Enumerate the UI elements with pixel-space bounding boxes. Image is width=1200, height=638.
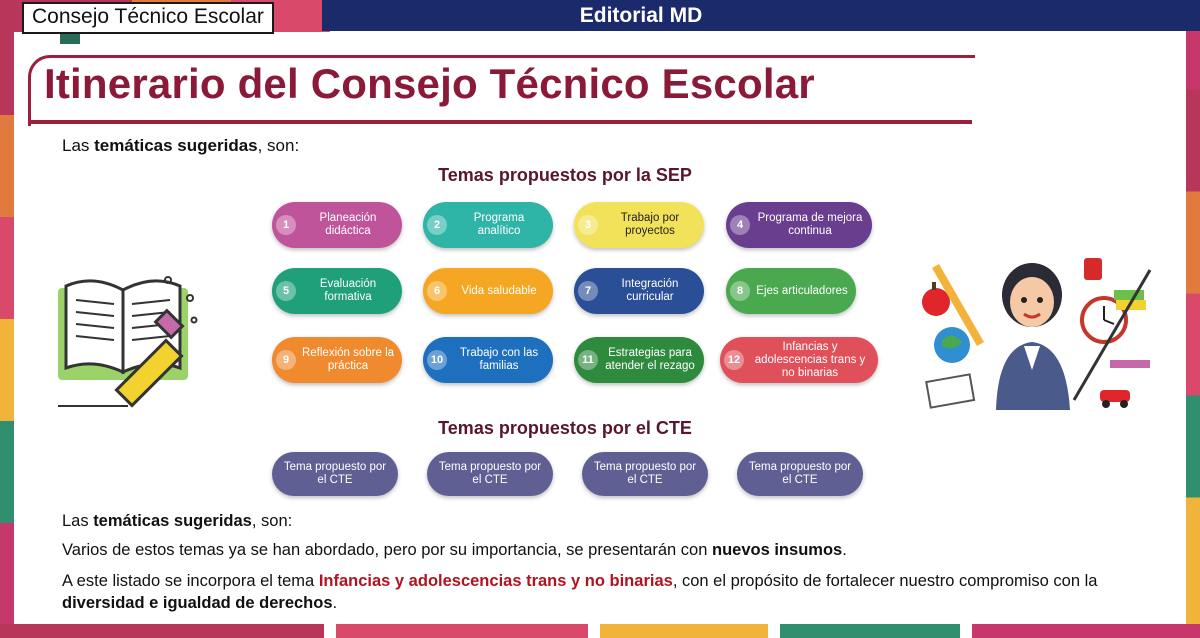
- cte-topic-4: [737, 452, 863, 496]
- title-underline: [28, 120, 972, 124]
- topic-number: 8: [730, 281, 750, 301]
- topic-number: 9: [276, 350, 296, 370]
- topic-number: 7: [578, 281, 598, 301]
- intro-text: Las temáticas sugeridas, son:: [62, 136, 300, 155]
- topic-number: 11: [578, 350, 598, 370]
- sep-topic-3: [574, 202, 704, 248]
- sep-topic-10: [423, 337, 553, 383]
- topic-label: Tema propuesto por el CTE: [593, 461, 697, 486]
- paragraph-new-inputs: Varios de estos temas ya se han abordado, pero por su importancia, se presentarán con nuevos insumos.: [62, 541, 847, 559]
- cte-topic-2: [427, 452, 553, 496]
- topic-label: Integración curricular: [621, 278, 679, 303]
- teacher-illustration: [914, 250, 1160, 416]
- topic-label: Evaluación formativa: [319, 278, 377, 303]
- frame-right-decoration: [1186, 0, 1200, 638]
- sep-topic-8: [726, 268, 856, 314]
- sep-topic-5: [272, 268, 402, 314]
- topic-number: 6: [427, 281, 447, 301]
- publisher-banner: [322, 0, 1200, 31]
- topic-label: Trabajo con las familias: [459, 347, 539, 372]
- topic-label: Planeación didáctica: [319, 212, 377, 237]
- cte-heading: Temas propuestos por el CTE: [438, 418, 692, 438]
- topic-number: 12: [724, 350, 744, 370]
- topic-label: Tema propuesto por el CTE: [283, 461, 387, 486]
- topic-label: Trabajo por proyectos: [620, 212, 680, 237]
- sep-topic-12: [720, 337, 878, 383]
- sep-topic-9: [272, 337, 402, 383]
- paragraph-topics: Las temáticas sugeridas, son:: [62, 512, 293, 530]
- frame-left-decoration: [0, 0, 14, 638]
- sep-topic-7: [574, 268, 704, 314]
- publisher-label: Editorial MD: [579, 4, 703, 27]
- topic-number: 1: [276, 215, 296, 235]
- cte-topic-3: [582, 452, 708, 496]
- sep-topic-11: [574, 337, 704, 383]
- topic-label: Programa analítico: [473, 212, 525, 237]
- topic-label: Programa de mejora continua: [757, 212, 863, 237]
- topic-label: Tema propuesto por el CTE: [748, 461, 852, 486]
- topic-label: Tema propuesto por el CTE: [438, 461, 542, 486]
- topic-number: 2: [427, 215, 447, 235]
- sep-topic-2: [423, 202, 553, 248]
- topic-label: Reflexión sobre la práctica: [301, 347, 395, 372]
- frame-bottom-decoration: [0, 624, 1200, 638]
- header-label: Consejo Técnico Escolar: [22, 2, 274, 34]
- topic-label: Estrategias para atender el rezago: [605, 347, 695, 372]
- topic-label: Vida saludable: [461, 284, 537, 297]
- topic-number: 4: [730, 215, 750, 235]
- sep-topic-6: [423, 268, 553, 314]
- topic-number: 3: [578, 215, 598, 235]
- cte-topic-1: [272, 452, 398, 496]
- topic-label: Infancias y adolescencias trans y no binarias: [754, 340, 866, 379]
- sep-topic-4: [726, 202, 872, 248]
- sep-topic-1: [272, 202, 402, 248]
- topic-number: 10: [427, 350, 447, 370]
- topic-number: 5: [276, 281, 296, 301]
- open-book-pencil-icon: [48, 268, 208, 410]
- page-title: Itinerario del Consejo Técnico Escolar: [44, 60, 815, 107]
- topic-label: Ejes articuladores: [756, 284, 848, 297]
- paragraph-new-topic: A este listado se incorpora el tema Infancias y adolescencias trans y no binarias, con el propósito de fortalecer nuestro compromiso con la diversidad e igualdad de derechos.: [62, 572, 1098, 612]
- sep-heading: Temas propuestos por la SEP: [438, 165, 692, 185]
